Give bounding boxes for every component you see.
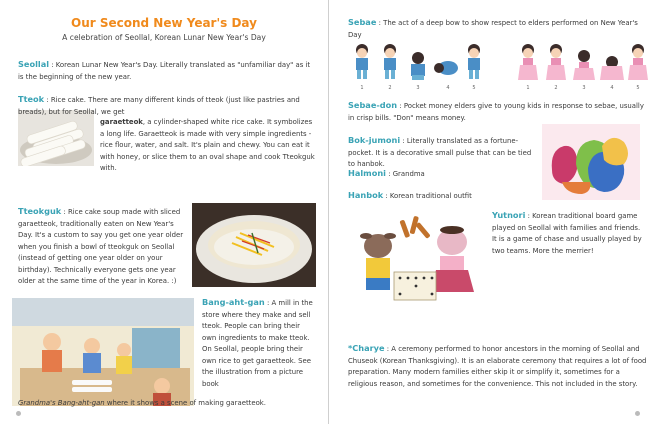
yutnori-illustration <box>348 212 488 304</box>
term-halmoni: Halmoni <box>348 168 386 178</box>
girl-bow-figures <box>518 44 648 80</box>
right-page <box>330 0 656 424</box>
term-seollal: Seollal <box>18 59 50 69</box>
entry-bokjumoni <box>348 135 540 171</box>
entry-yutnori <box>492 210 644 257</box>
soup-bowl-photo <box>192 203 316 287</box>
page-subtitle: A celebration of Seollal, Korean Lunar New Year's Day <box>62 33 266 42</box>
entry-halmoni <box>348 168 538 181</box>
rice-cake-photo <box>18 110 94 166</box>
bow-number-5b: 5 <box>636 85 640 91</box>
bow-number-3: 3 <box>416 85 420 91</box>
bow-number-4b: 4 <box>610 85 614 91</box>
entry-tteokguk <box>18 206 188 288</box>
term-bangahtgan: Bang-aht-gan <box>202 297 265 307</box>
term-sebaedon: Sebae-don <box>348 100 398 110</box>
mill-illustration <box>12 298 194 406</box>
term-hanbok: Hanbok <box>348 190 384 200</box>
bowing-figures <box>344 36 650 92</box>
entry-hanbok <box>348 190 538 203</box>
bow-number-1b: 1 <box>526 85 530 91</box>
term-charye: *Charye <box>348 343 385 353</box>
garaetteok-word: garaetteok <box>100 118 143 126</box>
term-tteok: Tteok <box>18 94 45 104</box>
term-sebae: Sebae <box>348 17 377 27</box>
entry-seollal <box>18 59 316 83</box>
boy-bow-figures <box>356 44 480 80</box>
charye-definition: : A ceremony performed to honor ancestors in the morning of Seollal and Chuseok (Korean Thanksgiving). It is an elaborate ceremony that requires a lot of food preparation. Many modern families either skip it or simplify it, sometimes for a religious reason, and sometimes for the convenience. This not included in the story. <box>348 345 647 388</box>
entry-tteok-cont <box>100 117 316 175</box>
bow-number-3b: 3 <box>582 85 586 91</box>
halmoni-definition: : Grandma <box>388 170 425 178</box>
yutnori-definition: : Korean traditional board game played on Seollal with families and friends. It is a game of chase and usually played by two teams. More the merrier! <box>492 212 642 255</box>
sebaedon-definition: : Pocket money elders give to young kids in response to sebae, usually in crisp bills. "Don" means money. <box>348 102 644 122</box>
tteokguk-definition: : Rice cake soup made with sliced garaetteok, traditionally eaten on New Year's Day. It's a custom to say you get one year older when you finish a bowl of tteokguk on Seollal (instead of getting one year older on your birthday). Technically everyone gets one year older at the same time of the year in Korea. :) <box>18 208 184 285</box>
hanbok-definition: : Korean traditional outfit <box>385 192 472 200</box>
page-spine <box>328 0 329 424</box>
term-yutnori: Yutnori <box>492 210 526 220</box>
entry-charye <box>348 343 648 390</box>
entry-sebaedon <box>348 100 648 124</box>
page-dot-right <box>635 411 640 416</box>
page-title: Our Second New Year's Day <box>71 16 257 30</box>
tteok-definition-cont: , a cylinder-shaped white rice cake. It symbolizes a long life. Garaetteok is made with very simple ingredients - rice flour, water, and salt. It's plain and chewy. You can eat it with honey, or slice them to an oval shape and cook Tteokguk with. <box>100 118 315 172</box>
bokjumoni-definition: : Literally translated as a fortune-pocket. It is a decorative small pulse that can be tied to hanbok. <box>348 137 532 168</box>
bangahtgan-caption-text: where it shows a scene of making garaetteok. <box>106 399 266 407</box>
bangahtgan-definition: : A mill in the store where they make and sell tteok. People can bring their own ingredients to make tteok. On Seollal, people bring their own rice to get garaetteok. See the illustration from a picture book <box>202 299 313 388</box>
book-title: Grandma's Bang-aht-gan <box>18 399 105 407</box>
page-dot-left <box>16 411 21 416</box>
bow-number-1: 1 <box>360 85 364 91</box>
bow-number-2b: 2 <box>554 85 558 91</box>
bow-number-2: 2 <box>388 85 392 91</box>
entry-bangahtgan <box>202 297 316 390</box>
bangahtgan-caption <box>18 398 316 410</box>
seollal-definition: : Korean Lunar New Year's Day. Literally translated as "unfamiliar day" as it is the beginning of the new year. <box>18 61 311 81</box>
fortune-pouch-photo <box>542 124 640 200</box>
entry-tteok <box>18 94 316 118</box>
sebae-definition: : The act of a deep bow to show respect to elders performed on New Year's Day <box>348 19 638 39</box>
term-bokjumoni: Bok-jumoni <box>348 135 401 145</box>
term-tteokguk: Tteokguk <box>18 206 62 216</box>
bow-number-5: 5 <box>472 85 476 91</box>
tteok-definition: : Rice cake. There are many different kinds of tteok (just like pastries and breads), but for Seollal, we get <box>18 96 300 116</box>
bow-number-4: 4 <box>446 85 450 91</box>
